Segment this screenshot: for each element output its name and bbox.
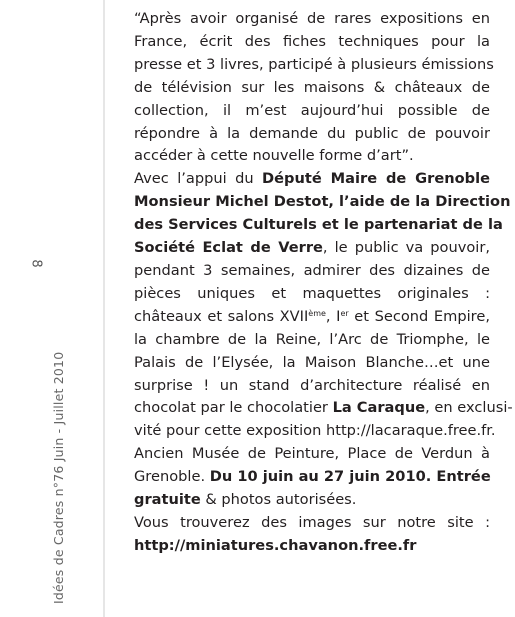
text-line: surprise ! un stand d’architecture réalisé en <box>134 376 490 394</box>
partner-name: Société Eclat de Verre <box>134 239 323 257</box>
chocolatier-name: La Caraque <box>332 399 426 417</box>
page-margin <box>0 0 100 617</box>
website-paragraph <box>134 512 490 558</box>
text-line: vité pour cette exposition http://lacaraque.free.fr. <box>134 422 496 440</box>
text-line: pièces uniques et maquettes originales : <box>134 284 490 302</box>
text-line: la chambre de la Reine, l’Arc de Triomphe, le <box>134 330 490 348</box>
text-line: Ancien Musée de Peinture, Place de Verdun à <box>134 445 490 463</box>
text-line: presse et 3 livres, participé à plusieurs émissions <box>134 55 494 73</box>
text-line: de télévision sur les maisons & châteaux de <box>134 78 490 96</box>
website-url: http://miniatures.chavanon.free.fr <box>134 536 417 554</box>
page-number: 8 <box>28 259 44 268</box>
text-line: châteaux et salons XVIIème, Ier et Second Empire, <box>134 307 490 325</box>
text-line: Vous trouverez des images sur notre site : <box>134 513 490 531</box>
text-line: Grenoble. Du 10 juin au 27 juin 2010. Entrée <box>134 468 491 486</box>
text-line: accéder à cette nouvelle forme d’art”. <box>134 147 414 165</box>
article-body <box>134 8 513 558</box>
text-line: Palais de l’Elysée, la Maison Blanche…et une <box>134 353 490 371</box>
text-line: chocolat par le chocolatier La Caraque, en exclusi- <box>134 399 513 417</box>
text-line: Monsieur Michel Destot, l’aide de la Direction <box>134 193 511 211</box>
running-head: Idées de Cadres n°76 Juin - Juillet 2010 <box>51 351 66 604</box>
event-dates: Du 10 juin au 27 juin 2010. Entrée <box>209 468 491 486</box>
text-line: répondre à la demande du public de pouvoir <box>134 124 490 142</box>
text-line: des Services Culturels et le partenariat de la <box>134 216 503 234</box>
text-line: Avec l’appui du Député Maire de Grenoble <box>134 170 490 188</box>
text-line: collection, il m’est aujourd’hui possible de <box>134 101 490 119</box>
deputy-mayor-credit: Député Maire de Grenoble <box>262 170 490 188</box>
event-paragraph <box>134 168 513 512</box>
text-line: Société Eclat de Verre, le public va pouvoir, <box>134 239 490 257</box>
quote-paragraph <box>134 8 494 168</box>
column-divider <box>103 0 105 617</box>
text-line: “Après avoir organisé de rares expositions en <box>134 10 490 27</box>
text-line: pendant 3 semaines, admirer des dizaines de <box>134 261 490 279</box>
text-line: France, écrit des fiches techniques pour la <box>134 32 490 50</box>
text-line: gratuite & photos autorisées. <box>134 491 357 509</box>
